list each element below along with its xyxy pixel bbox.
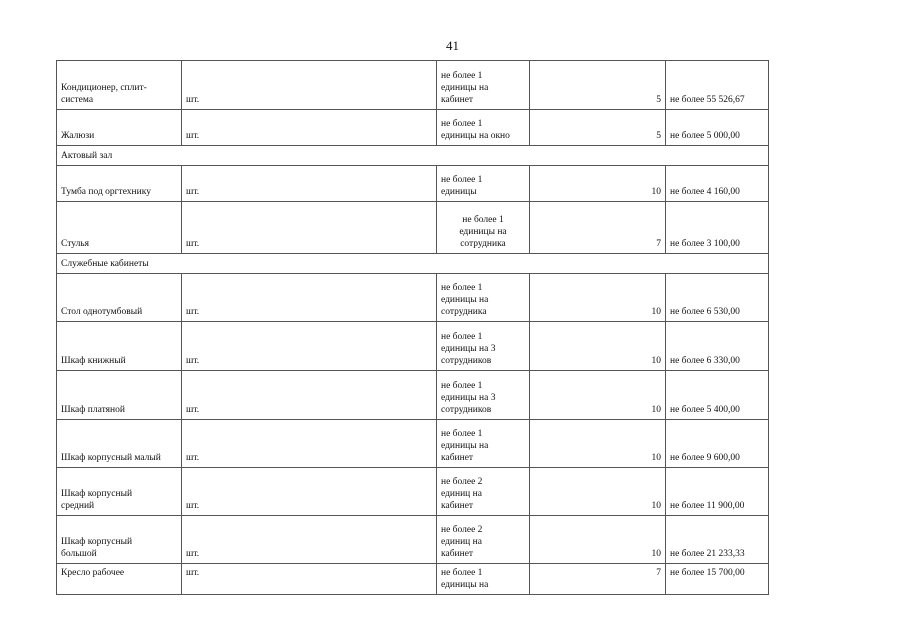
norm-cell: не более 1 единицы на [437, 564, 530, 595]
item-name-cell: Стол однотумбовый [57, 274, 182, 322]
quantity-cell: 10 [530, 371, 666, 420]
price-cell: не более 3 100,00 [666, 202, 769, 254]
norm-cell: не более 1 единицы на 3 сотрудников [437, 322, 530, 371]
unit-cell: шт. [182, 564, 437, 595]
table-row [57, 371, 769, 420]
table-row [57, 166, 769, 202]
table-row [57, 322, 769, 371]
norm-cell: не более 1 единицы на кабинет [437, 61, 530, 110]
price-cell: не более 11 900,00 [666, 468, 769, 516]
page-number: 41 [446, 38, 459, 53]
unit-cell: шт. [182, 468, 437, 516]
unit-cell: шт. [182, 516, 437, 564]
price-cell: не более 9 600,00 [666, 420, 769, 468]
item-name-cell: Шкаф книжный [57, 322, 182, 371]
section-row [57, 254, 769, 274]
item-name-cell: Шкаф корпусный малый [57, 420, 182, 468]
norm-cell: не более 2 единиц на кабинет [437, 516, 530, 564]
quantity-cell: 10 [530, 420, 666, 468]
table-row [57, 468, 769, 516]
price-cell: не более 5 400,00 [666, 371, 769, 420]
item-name-cell: Шкаф платяной [57, 371, 182, 420]
quantity-cell: 5 [530, 110, 666, 146]
price-cell: не более 15 700,00 [666, 564, 769, 595]
table-row [57, 564, 769, 595]
price-cell: не более 5 000,00 [666, 110, 769, 146]
section-title: Актовый зал [57, 146, 769, 166]
price-cell: не более 6 330,00 [666, 322, 769, 371]
item-name-cell: Тумба под оргтехнику [57, 166, 182, 202]
unit-cell: шт. [182, 166, 437, 202]
unit-cell: шт. [182, 322, 437, 371]
norm-cell: не более 1 единицы на кабинет [437, 420, 530, 468]
item-name-cell: Кондиционер, сплит- система [57, 61, 182, 110]
norm-cell: не более 1 единицы на сотрудника [437, 202, 530, 254]
quantity-cell: 10 [530, 274, 666, 322]
quantity-cell: 7 [530, 564, 666, 595]
item-name-cell: Стулья [57, 202, 182, 254]
unit-cell: шт. [182, 202, 437, 254]
norm-cell: не более 1 единицы на окно [437, 110, 530, 146]
norm-cell: не более 1 единицы [437, 166, 530, 202]
table-row [57, 420, 769, 468]
table-row [57, 202, 769, 254]
norm-cell: не более 2 единиц на кабинет [437, 468, 530, 516]
quantity-cell: 10 [530, 516, 666, 564]
unit-cell: шт. [182, 420, 437, 468]
quantity-cell: 10 [530, 322, 666, 371]
table-row [57, 516, 769, 564]
quantity-cell: 7 [530, 202, 666, 254]
item-name-cell: Кресло рабочее [57, 564, 182, 595]
unit-cell: шт. [182, 61, 437, 110]
unit-cell: шт. [182, 274, 437, 322]
item-name-cell: Шкаф корпусный средний [57, 468, 182, 516]
item-name-cell: Шкаф корпусный большой [57, 516, 182, 564]
quantity-cell: 10 [530, 468, 666, 516]
quantity-cell: 10 [530, 166, 666, 202]
quantity-cell: 5 [530, 61, 666, 110]
furniture-norms-table [56, 60, 769, 595]
table-row [57, 110, 769, 146]
section-row [57, 146, 769, 166]
price-cell: не более 55 526,67 [666, 61, 769, 110]
price-cell: не более 6 530,00 [666, 274, 769, 322]
norm-cell: не более 1 единицы на сотрудника [437, 274, 530, 322]
norm-cell: не более 1 единицы на 3 сотрудников [437, 371, 530, 420]
item-name-cell: Жалюзи [57, 110, 182, 146]
table-row [57, 61, 769, 110]
section-title: Служебные кабинеты [57, 254, 769, 274]
table-row [57, 274, 769, 322]
unit-cell: шт. [182, 110, 437, 146]
unit-cell: шт. [182, 371, 437, 420]
price-cell: не более 4 160,00 [666, 166, 769, 202]
price-cell: не более 21 233,33 [666, 516, 769, 564]
